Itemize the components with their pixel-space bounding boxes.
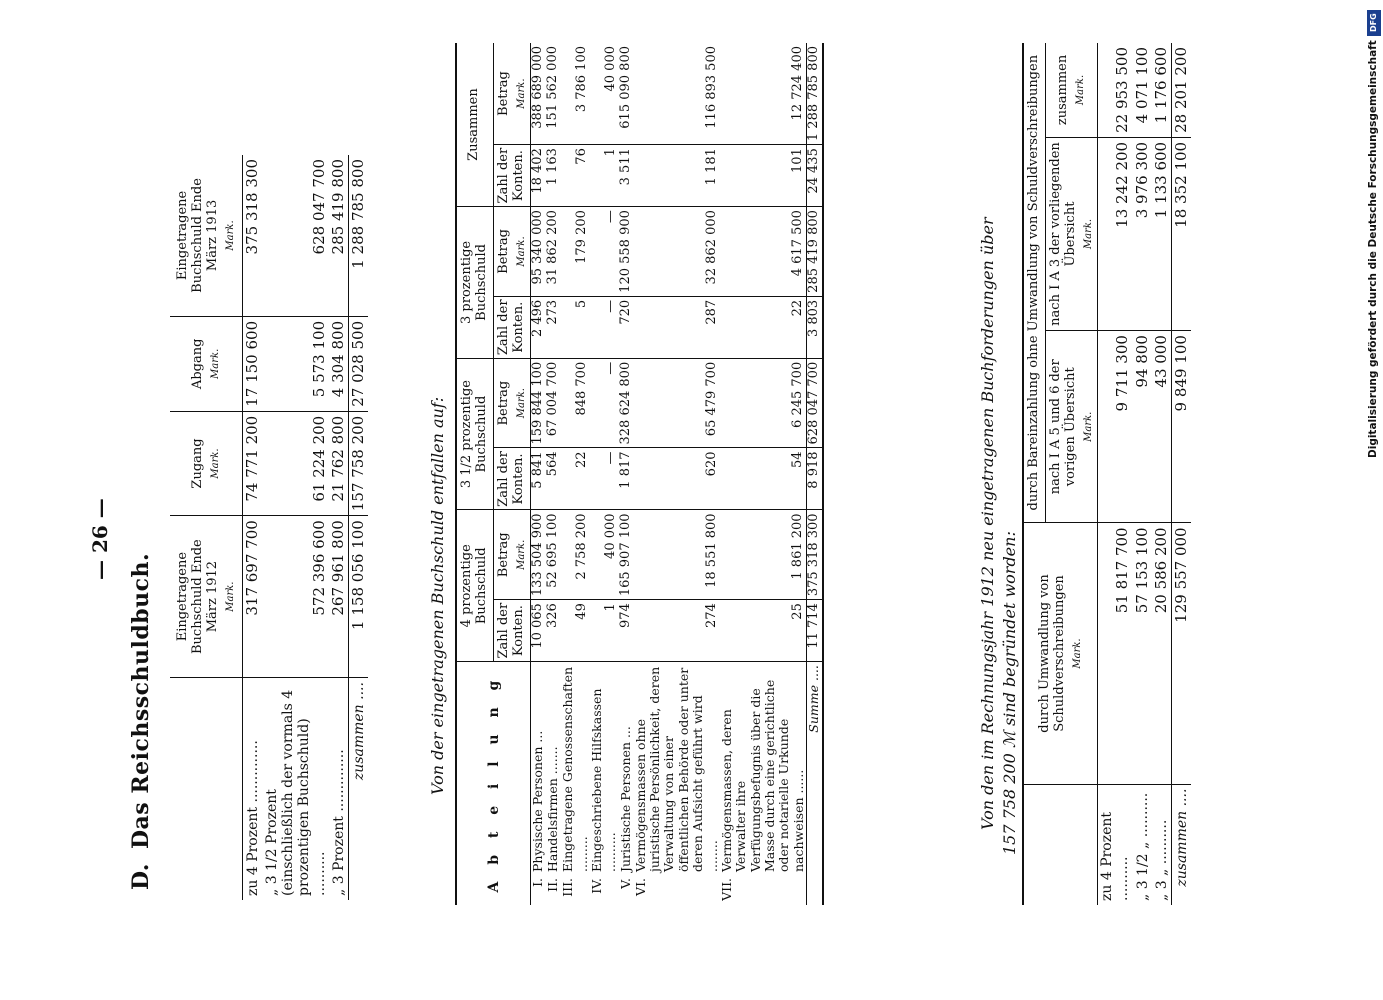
cell: 76 [561, 145, 590, 207]
cell: 4 071 100 [1133, 43, 1152, 137]
header-group: 4 prozentige Buchschuld [456, 510, 493, 662]
cell: 22 [720, 296, 807, 358]
table-row [329, 155, 349, 900]
header-col [1045, 331, 1097, 523]
table-row [1152, 43, 1172, 905]
cell: 101 [720, 145, 807, 207]
header-betrag [493, 43, 530, 145]
header-zahl: Zahl der Konten. [493, 296, 530, 358]
cell: 4 617 500 [720, 207, 807, 297]
cell: 74 771 200 [243, 411, 263, 515]
header-group: 3 1/2 prozentige Buchschuld [456, 358, 493, 510]
cell: 1 181 [634, 145, 720, 207]
header-label: Abgang [189, 338, 205, 390]
cell: 28 201 200 [1172, 43, 1192, 137]
unit-label: Mark. [224, 581, 236, 612]
cell: 572 396 600 [263, 516, 329, 678]
unit-label: Mark. [209, 348, 221, 379]
cell: 1 [590, 145, 619, 207]
table-row [263, 155, 329, 900]
header-label: Betrag [495, 380, 511, 426]
table-row [619, 43, 634, 905]
cell: 3 976 300 [1133, 137, 1152, 330]
cell: 326 [546, 600, 561, 662]
table-row [1133, 43, 1152, 905]
cell: 974 [619, 600, 634, 662]
cell: 615 090 800 [619, 43, 634, 145]
cell: 13 242 200 [1098, 137, 1133, 330]
unit-label: Mark. [515, 236, 527, 267]
cell: 31 862 200 [546, 207, 561, 297]
unit-label: Mark. [515, 78, 527, 109]
cell: 4 304 800 [329, 316, 349, 411]
header-label: durch Umwandlung von Schuldverschreibungen [1036, 574, 1067, 733]
dfg-logo: DFG [1367, 10, 1381, 36]
cell: 20 586 200 [1152, 523, 1172, 784]
cell: 3 803 [807, 296, 823, 358]
cell: 1 176 600 [1152, 43, 1172, 137]
cell: 133 504 900 [531, 510, 546, 600]
table-begruendung [1022, 43, 1191, 905]
sum-row [1172, 43, 1192, 905]
cell: 165 907 100 [619, 510, 634, 600]
cell: 116 893 500 [634, 43, 720, 145]
table-header-row [456, 43, 493, 905]
cell: 2 496 [531, 296, 546, 358]
table-row [720, 43, 807, 905]
table-buchschuld-summary [170, 155, 368, 900]
cell: 61 224 200 [263, 411, 329, 515]
row-label: Physische Personen ... [530, 730, 546, 872]
row-label: „ 3 Prozent .............. [331, 749, 348, 896]
cell: 848 700 [561, 358, 590, 448]
header-label: nach I A 3 der vorliegenden Übersicht [1047, 142, 1078, 326]
cell: 65 479 700 [634, 358, 720, 448]
section-letter: D. [128, 863, 154, 890]
cell: 52 695 100 [546, 510, 561, 600]
row-label: Eingetragene Genossenschaften ......... [560, 666, 590, 872]
header-blank [170, 678, 243, 900]
cell: 285 419 800 [807, 207, 823, 297]
unit-label: Mark. [224, 220, 236, 251]
cell: — [590, 207, 619, 297]
sum-row [807, 43, 823, 905]
cell: 12 724 400 [720, 43, 807, 145]
table-header-row [1023, 43, 1045, 905]
cell: 1 288 785 800 [349, 155, 369, 316]
cell: 388 689 000 [531, 43, 546, 145]
header-betrag [493, 510, 530, 600]
header-abteilung: A b t e i l u n g [456, 662, 531, 905]
cell: 18 551 800 [634, 510, 720, 600]
cell: 1 288 785 800 [807, 43, 823, 145]
row-label: zu 4 Prozent .............. [245, 740, 262, 896]
cell: 22 953 500 [1098, 43, 1133, 137]
header-label: Eingetragene Buchschuld Ende März 1913 [175, 178, 220, 293]
row-roman: V. [617, 878, 633, 889]
cell: 40 000 [590, 43, 619, 145]
table-row [590, 43, 619, 905]
row-label: „ 3 „ .......... [1153, 819, 1170, 901]
sum-label: Summe .... [807, 662, 823, 875]
cell: 67 004 700 [546, 358, 561, 448]
cell: 375 318 300 [243, 155, 263, 316]
cell: 3 786 100 [561, 43, 590, 145]
intro-sentence: Von der eingetragenen Buchschuld entfallen auf: [428, 396, 447, 795]
cell: 129 557 000 [1172, 523, 1192, 784]
digitization-credit: Digitalisierung gefördert durch die Deutsche Forschungsgemeinschaft [1367, 40, 1379, 458]
cell: 287 [634, 296, 720, 358]
row-label: Handelsfirmen ....... [545, 746, 561, 872]
cell: 1 163 [546, 145, 561, 207]
cell: 95 340 000 [531, 207, 546, 297]
unit-label: Mark. [1082, 218, 1094, 250]
row-label: Vermögensmassen ohne juristische Persönlichkeit, deren Verwaltung von einer öffentlichen Behörde oder unter deren Aufsicht geführt wird ........ [632, 666, 720, 872]
header-label: Zugang [189, 438, 205, 489]
row-roman: I. [530, 878, 546, 887]
header-group: 3 prozentige Buchschuld [456, 207, 493, 359]
cell: 40 000 [590, 510, 619, 600]
unit-label: Mark. [1075, 74, 1087, 106]
cell: 375 318 300 [807, 510, 823, 600]
cell: 9 849 100 [1172, 331, 1192, 523]
cell: 21 762 800 [329, 411, 349, 515]
cell: 51 817 700 [1098, 523, 1133, 784]
cell: 54 [720, 448, 807, 510]
cell: 274 [634, 600, 720, 662]
header-col [1023, 523, 1098, 784]
row-label: Vermögensmassen, deren Verwalter ihre Verfügungsbefugnis über die Masse durch eine gerichtliche oder notarielle Urkunde nachweisen ...... [718, 679, 806, 872]
cell: 94 800 [1133, 331, 1152, 523]
cell: 5 573 100 [263, 316, 329, 411]
cell: — [590, 448, 619, 510]
row-label: Juristische Personen ... [617, 726, 633, 872]
cell: 267 961 800 [329, 516, 349, 678]
cell: 2 758 200 [561, 510, 590, 600]
cell: 620 [634, 448, 720, 510]
header-group: Zusammen [456, 43, 493, 207]
sum-label: zusammen .... [1172, 784, 1192, 905]
table-row [531, 43, 546, 905]
cell: 564 [546, 448, 561, 510]
cell: 24 435 [807, 145, 823, 207]
header-label: Eingetragene Buchschuld Ende März 1912 [175, 539, 220, 655]
cell: 32 862 000 [634, 207, 720, 297]
intro-sentence-2: Von den im Rechnungsjahr 1912 neu eingetragenen Buchforderungen über [978, 217, 997, 830]
cell: 151 562 000 [546, 43, 561, 145]
header-group: durch Bareinzahlung ohne Umwandlung von Schuldverschreibungen [1023, 43, 1045, 523]
sum-row [349, 155, 369, 900]
page-number: — 26 — [88, 498, 112, 580]
cell: 1 817 [619, 448, 634, 510]
header-label: Betrag [495, 229, 511, 274]
section-title [128, 553, 154, 890]
cell: — [590, 358, 619, 448]
header-col [1045, 137, 1097, 330]
header-label: zusammen [1055, 54, 1071, 126]
cell: 27 028 500 [349, 316, 369, 411]
cell: 159 844 100 [531, 358, 546, 448]
table-row [243, 155, 263, 900]
header-blank [1023, 784, 1098, 905]
unit-label: Mark. [515, 388, 527, 419]
table-abteilung [455, 43, 824, 905]
cell: 8 918 [807, 448, 823, 510]
unit-label: Mark. [1071, 638, 1083, 669]
unit-label: Mark. [209, 448, 221, 479]
header-col [170, 516, 243, 678]
row-roman [807, 875, 823, 905]
table-body [531, 43, 807, 905]
header-col [170, 411, 243, 515]
header-label: Betrag [495, 71, 511, 116]
row-label: Eingeschriebene Hilfskassen .......... [588, 688, 619, 872]
cell: 18 402 [531, 145, 546, 207]
cell: 25 [720, 600, 807, 662]
cell: 285 419 800 [329, 155, 349, 316]
unit-label: Mark. [1082, 411, 1094, 442]
row-roman: VII. [718, 878, 734, 901]
cell: 317 697 700 [243, 516, 263, 678]
cell: 49 [561, 600, 590, 662]
cell: 179 200 [561, 207, 590, 297]
table-row [561, 43, 590, 905]
cell: 628 047 700 [807, 358, 823, 448]
table-row [546, 43, 561, 905]
row-label: „ 3 1/2 „ .......... [1134, 792, 1151, 901]
header-col [170, 155, 243, 316]
intro-sentence-3: 157 758 200 ℳ sind begründet worden: [1000, 531, 1019, 855]
table-body [1098, 43, 1172, 905]
cell: 10 065 [531, 600, 546, 662]
table-row [1098, 43, 1133, 905]
cell: 43 000 [1152, 331, 1172, 523]
row-roman: III. [560, 878, 576, 897]
row-roman: VI. [632, 878, 648, 896]
cell: 3 511 [619, 145, 634, 207]
table-header-row [170, 155, 243, 900]
cell: 328 624 800 [619, 358, 634, 448]
row-label: „ 3 1/2 Prozent (einschließlich der vormals 4 prozentigen Buchschuld) .......... [263, 689, 328, 896]
cell: 57 153 100 [1133, 523, 1152, 784]
cell: 628 047 700 [263, 155, 329, 316]
sum-label: zusammen .... [349, 678, 369, 900]
table-row [634, 43, 720, 905]
row-label: zu 4 Prozent .......... [1099, 811, 1132, 901]
cell: 1 133 600 [1152, 137, 1172, 330]
unit-label: Mark. [515, 539, 527, 570]
cell: 273 [546, 296, 561, 358]
cell: 157 758 200 [349, 411, 369, 515]
cell: 1 861 200 [720, 510, 807, 600]
header-col [1045, 43, 1097, 137]
cell: 1 [590, 600, 619, 662]
header-col [170, 316, 243, 411]
header-zahl: Zahl der Konten. [493, 448, 530, 510]
section-title-text: Das Reichsschuldbuch. [128, 552, 154, 850]
cell: 5 841 [531, 448, 546, 510]
header-zahl: Zahl der Konten. [493, 145, 530, 207]
header-label: Betrag [495, 532, 511, 578]
cell: 5 [561, 296, 590, 358]
cell: 17 150 600 [243, 316, 263, 411]
cell: 720 [619, 296, 634, 358]
row-roman: II. [545, 878, 561, 892]
header-label: nach I A 5 und 6 der vorigen Übersicht [1047, 359, 1078, 495]
header-betrag [493, 207, 530, 297]
cell: 18 352 100 [1172, 137, 1192, 330]
row-roman: IV. [588, 878, 604, 894]
cell: 22 [561, 448, 590, 510]
cell: — [590, 296, 619, 358]
header-zahl: Zahl der Konten. [493, 600, 530, 662]
cell: 1 158 056 100 [349, 516, 369, 678]
cell: 9 711 300 [1098, 331, 1133, 523]
cell: 120 558 900 [619, 207, 634, 297]
cell: 6 245 700 [720, 358, 807, 448]
header-betrag [493, 358, 530, 448]
cell: 11 714 [807, 600, 823, 662]
